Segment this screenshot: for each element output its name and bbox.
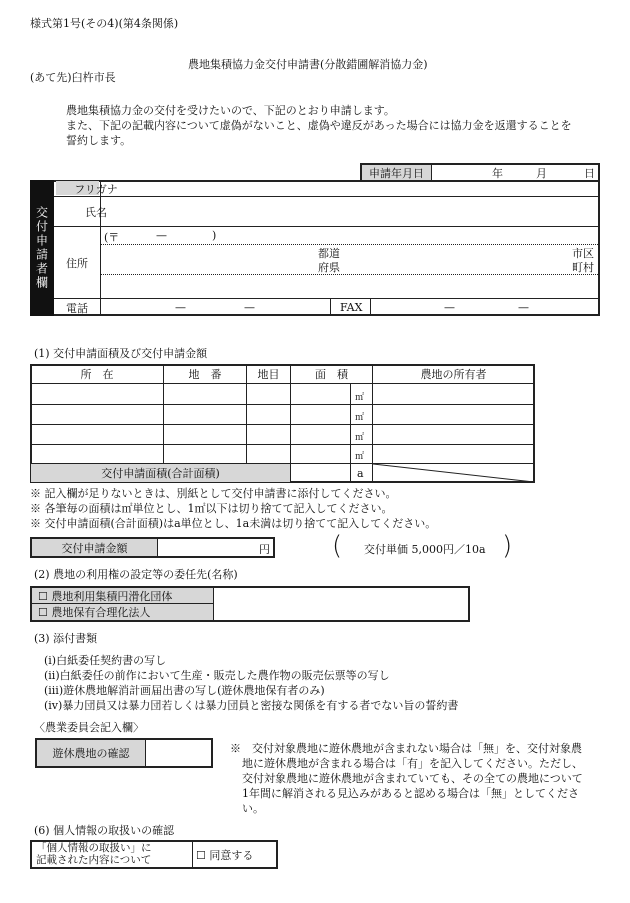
unit-m2-1: ㎡	[355, 393, 365, 403]
idle-land-input[interactable]	[146, 740, 211, 766]
header-lot-number: 地 番	[188, 368, 222, 381]
unit-a: a	[357, 467, 364, 480]
amount-input[interactable]	[158, 539, 258, 556]
privacy-label-cell	[32, 842, 192, 867]
furigana-input[interactable]	[101, 181, 599, 196]
intro-line-3: 誓約します。	[66, 134, 132, 147]
attachment-3: (ⅲ)遊休農地解消計画届出書の写し(遊休農地保有者のみ)	[44, 684, 325, 697]
section2-heading: (2) 農地の利用権の設定等の委任先(名称)	[34, 568, 238, 581]
fax-dash-2: —	[518, 301, 529, 314]
address-label: 住所	[66, 256, 88, 270]
paren-right: )	[502, 531, 513, 561]
date-day: 日	[584, 167, 595, 180]
fax-input[interactable]	[371, 299, 599, 316]
date-month: 月	[536, 167, 547, 180]
idle-land-label-cell	[37, 740, 145, 766]
unit-m2-4: ㎡	[355, 452, 365, 462]
privacy-label-line-2: 記載された内容について	[36, 854, 152, 866]
attachment-4: (ⅳ)暴力団員又は暴力団若しくは暴力団員と密接な関係を有する者でない旨の誓約書	[44, 699, 459, 712]
option-rationalization-corp[interactable]	[32, 604, 213, 620]
privacy-agree-label: ☐ 同意する	[196, 848, 254, 862]
fax-dash-1: —	[444, 301, 455, 314]
option-smoothing-org[interactable]	[32, 588, 213, 603]
name-label: 氏名	[85, 205, 107, 219]
committee-note-5: い。	[242, 802, 264, 815]
date-input-cell[interactable]	[431, 163, 600, 181]
note-3: ※ 交付申請面積(合計面積)はa単位とし、1a未満は切り捨てて記入してください。	[30, 517, 437, 530]
postal-dash: —	[156, 229, 167, 242]
shiku-top: 市区	[572, 247, 594, 260]
phone-label-cell	[54, 299, 100, 316]
option-smoothing-org-label: ☐ 農地利用集積円滑化団体	[38, 589, 173, 603]
fax-label: FAX	[340, 301, 363, 314]
header-area: 面 積	[315, 368, 348, 381]
date-label-cell	[360, 163, 432, 181]
header-location: 所 在	[80, 368, 114, 381]
diagonal-slash	[373, 464, 534, 482]
committee-heading: 〈農業委員会記入欄〉	[34, 721, 144, 734]
note-1: ※ 記入欄が足りないときは、別紙として交付申請書に添付してください。	[30, 487, 397, 500]
section3-heading: (3) 添付書類	[34, 632, 98, 645]
privacy-agree-checkbox[interactable]	[196, 842, 276, 867]
committee-note-1: ※ 交付対象農地に遊休農地が含まれない場合は「無」を、交付対象農	[230, 742, 582, 755]
privacy-label-line-1: 「個人情報の取扱い」に	[36, 842, 152, 854]
header-owner: 農地の所有者	[420, 368, 487, 381]
form-title: 農地集積協力金交付申請書(分散錯圃解消協力金)	[188, 58, 428, 71]
phone-dash-2: —	[244, 301, 255, 314]
note-2: ※ 各筆毎の面積は㎡単位とし、1㎡以下は切り捨てて記入してください。	[30, 502, 393, 515]
date-year: 年	[492, 167, 503, 180]
entrust-name-input[interactable]	[214, 588, 468, 620]
applicant-side-label	[30, 180, 54, 316]
committee-note-3: 交付対象農地に遊休農地が含まれていても、その全ての農地について	[242, 772, 583, 785]
total-area-label: 交付申請面積(合計面積)	[101, 467, 220, 480]
todofuken-bottom: 府県	[318, 261, 340, 274]
attachment-2: (ⅱ)白紙委任の前作において生産・販売した農作物の販売伝票等の写し	[44, 669, 390, 682]
addressee: (あて先)臼杵市長	[30, 71, 116, 84]
header-land-category: 地目	[257, 368, 280, 381]
paren-left: (	[332, 531, 343, 561]
unit-m2-3: ㎡	[355, 433, 365, 443]
postal-suffix: )	[212, 229, 217, 242]
furigana-label: フリガナ	[74, 182, 118, 196]
postal-prefix: (〒	[104, 231, 120, 244]
committee-note-2: 地に遊休農地が含まれる場合は「有」を記入してください。ただし、	[242, 757, 583, 770]
unit-m2-2: ㎡	[355, 413, 365, 423]
name-input[interactable]	[101, 197, 599, 226]
address-input[interactable]	[101, 245, 599, 297]
section1-heading: (1) 交付申請面積及び交付申請金額	[34, 347, 208, 360]
date-label: 申請年月日	[369, 166, 424, 180]
phone-label: 電話	[66, 301, 88, 315]
unit-price: 交付単価 5,000円／10a	[364, 543, 486, 556]
todofuken-top: 都道	[318, 247, 340, 260]
idle-land-label: 遊休農地の確認	[52, 747, 130, 760]
phone-input[interactable]	[101, 299, 329, 316]
shiku-bottom: 町村	[572, 261, 594, 274]
option-rationalization-corp-label: ☐ 農地保有合理化法人	[38, 606, 151, 619]
yen-label: 円	[259, 543, 270, 556]
committee-note-4: 1年間に解消される見込みがあると認める場合は「無」としてくださ	[242, 787, 579, 800]
intro-line-1: 農地集積協力金の交付を受けたいので、下記のとおり申請します。	[66, 104, 395, 117]
total-area-input[interactable]	[291, 464, 350, 482]
total-area-label-cell	[31, 464, 290, 482]
amount-label-cell	[32, 539, 157, 556]
phone-dash-1: —	[175, 301, 186, 314]
amount-label: 交付申請金額	[61, 541, 128, 555]
address-label-cell	[54, 227, 100, 298]
intro-line-2: また、下記の記載内容について虚偽がないこと、虚偽や違反があった場合には協力金を返還することを	[66, 119, 572, 132]
attachment-1: (ⅰ)白紙委任契約書の写し	[44, 654, 167, 667]
form-number: 様式第1号(その4)(第4条関係)	[30, 17, 179, 30]
applicant-side-text: 交付申請者欄	[34, 206, 49, 290]
section6-heading: (6) 個人情報の取扱いの確認	[34, 824, 175, 837]
